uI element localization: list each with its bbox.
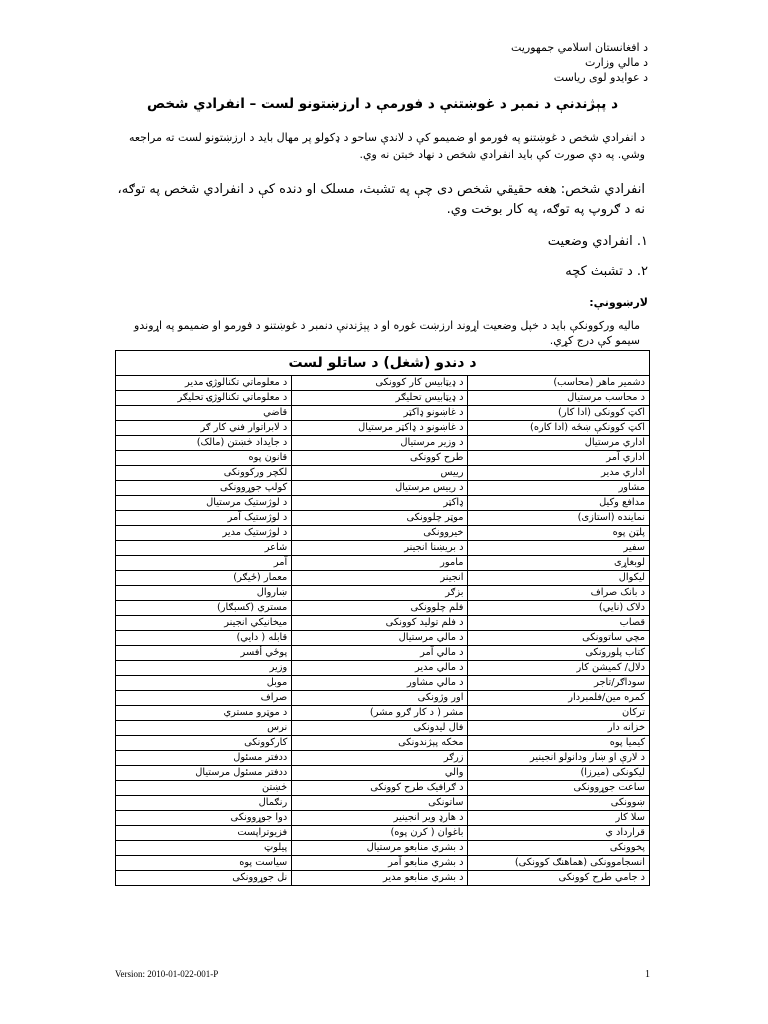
table-cell: مستري (کسبګار) — [116, 601, 292, 616]
table-cell: د لوژستيک مرستيال — [116, 496, 292, 511]
table-cell: معمار (ځيګر) — [116, 571, 292, 586]
table-row — [116, 556, 650, 571]
table-row — [116, 541, 650, 556]
table-cell: وزير — [116, 661, 292, 676]
table-cell: رنګمال — [116, 796, 292, 811]
table-cell: د محاسب مرستيال — [468, 391, 650, 406]
table-cell: د هارډ وير انجينير — [292, 811, 468, 826]
table-row — [116, 526, 650, 541]
table-cell: د غاښونو ډاکټر — [292, 406, 468, 421]
table-cell: د ډيټابيس کار کوونکی — [292, 376, 468, 391]
table-cell: خزانه دار — [468, 721, 650, 736]
table-row — [116, 571, 650, 586]
table-cell: ددفتر مسئول مرستيال — [116, 766, 292, 781]
table-cell: شاعر — [116, 541, 292, 556]
table-cell: د مالي مشاور — [292, 676, 468, 691]
table-cell: ترکان — [468, 706, 650, 721]
table-cell: ډاکټر — [292, 496, 468, 511]
table-cell: دلال/ کميشن کار — [468, 661, 650, 676]
table-row — [116, 781, 650, 796]
table-cell: خيروونکی — [292, 526, 468, 541]
table-cell: طرح کوونکی — [292, 451, 468, 466]
table-cell: اکټ کوونکې ښځه (ادا کاره) — [468, 421, 650, 436]
table-row — [116, 481, 650, 496]
table-cell: د بانک صراف — [468, 586, 650, 601]
table-title: د دندو (شغل) د ساتلو لست — [116, 351, 650, 376]
table-row — [116, 646, 650, 661]
table-cell: لکچر ورکوونکی — [116, 466, 292, 481]
table-cell: نماينده (استازی) — [468, 511, 650, 526]
table-cell: موټر چلوونکی — [292, 511, 468, 526]
table-cell: کتاب پلورونکی — [468, 646, 650, 661]
table-cell: د فلم توليد کوونکی — [292, 616, 468, 631]
document-title: د پېژندنې د نمبر د غوښتنې د فورمې د ارزښتونو لست – انفرادي شخص — [146, 96, 619, 112]
table-row — [116, 631, 650, 646]
table-cell: کارکوونکی — [116, 736, 292, 751]
footer-version: Version: 2010-01-022-001-P — [115, 969, 219, 979]
table-cell: مامور — [292, 556, 468, 571]
table-cell: آمر — [116, 556, 292, 571]
table-cell: قصاب — [468, 616, 650, 631]
table-cell: سياست پوه — [116, 856, 292, 871]
table-row — [116, 736, 650, 751]
table-cell: مچي ساتوونکی — [468, 631, 650, 646]
page-number: 1 — [645, 969, 650, 980]
table-cell: فال ليدونکی — [292, 721, 468, 736]
guidance-label: لارښوونې: — [589, 296, 648, 309]
table-cell: د معلوماتي تکنالوژۍ تحليګر — [116, 391, 292, 406]
table-row — [116, 391, 650, 406]
definition-paragraph: انفرادي شخص: هغه حقيقي شخص دی چې په تشبث، مسلک او دنده کې د انفرادي شخص په توګه، نه د ګروپ په توګه، په کار بوخت وي. — [117, 182, 645, 217]
header-line-3: د عوايدو لوی رياست — [553, 71, 648, 84]
table-row — [116, 841, 650, 856]
table-row — [116, 676, 650, 691]
table-cell: سلا کار — [468, 811, 650, 826]
table-row — [116, 406, 650, 421]
table-cell: د لارې او ښار ودانولو انجينير — [468, 751, 650, 766]
table-cell: د لوژستيک آمر — [116, 511, 292, 526]
table-cell: قانون پوه — [116, 451, 292, 466]
table-cell: باغوان ( کرن پوه) — [292, 826, 468, 841]
list-item-individual-status: ۱. انفرادي وضعيت — [547, 234, 648, 249]
table-cell: څښتن — [116, 781, 292, 796]
table-cell: کيميا پوه — [468, 736, 650, 751]
table-row — [116, 616, 650, 631]
table-cell: د وزير مرستيال — [292, 436, 468, 451]
table-row — [116, 661, 650, 676]
table-cell: کولپ جوړوونکی — [116, 481, 292, 496]
table-cell: د بريښنا انجينر — [292, 541, 468, 556]
table-cell: ښاروال — [116, 586, 292, 601]
table-cell: د مالي مدير — [292, 661, 468, 676]
table-cell: اداري آمر — [468, 451, 650, 466]
table-row — [116, 721, 650, 736]
table-cell: فلم چلوونکی — [292, 601, 468, 616]
table-cell: ښوونکی — [468, 796, 650, 811]
table-cell: د جايداد څښتن (مالک) — [116, 436, 292, 451]
table-cell: د بشري منابعو مدير — [292, 871, 468, 886]
table-cell: دشمير ماهر (محاسب) — [468, 376, 650, 391]
table-cell: نل جوړوونکی — [116, 871, 292, 886]
table-cell: قاضي — [116, 406, 292, 421]
table-cell: رييس — [292, 466, 468, 481]
table-cell: د معلوماتي تکنالوژۍ مدير — [116, 376, 292, 391]
table-cell: فزيوتراپست — [116, 826, 292, 841]
table-cell: نرس — [116, 721, 292, 736]
table-cell: مخکه پېژندونکی — [292, 736, 468, 751]
table-cell: بزګر — [292, 586, 468, 601]
list-item-enterprise-level: ۲. د تشبث کچه — [565, 264, 648, 279]
table-title-row — [116, 351, 650, 376]
table-row — [116, 496, 650, 511]
table-row — [116, 811, 650, 826]
table-cell: پخوونکی — [468, 841, 650, 856]
table-row — [116, 796, 650, 811]
table-cell: قابله ( دايي) — [116, 631, 292, 646]
table-cell: زرګر — [292, 751, 468, 766]
table-cell: ميخانيکي انجينر — [116, 616, 292, 631]
table-cell: د غاښونو د ډاکټر مرستيال — [292, 421, 468, 436]
table-cell: د ډيټابيس تحليګر — [292, 391, 468, 406]
table-cell: د لوژستيک مدير — [116, 526, 292, 541]
table-cell: اداري مرستيال — [468, 436, 650, 451]
table-row — [116, 826, 650, 841]
table-row — [116, 766, 650, 781]
table-cell: سوداګر/تاجر — [468, 676, 650, 691]
table-cell: مدافع وکيل — [468, 496, 650, 511]
table-cell: د لابراتوار فني کار ګر — [116, 421, 292, 436]
table-cell: دلاک (نايي) — [468, 601, 650, 616]
table-cell: کمره مين/فلمبردار — [468, 691, 650, 706]
table-cell: انسجاموونکی (هماهنګ کوونکی) — [468, 856, 650, 871]
table-cell: اور وژونکی — [292, 691, 468, 706]
table-cell: د بشري منابعو آمر — [292, 856, 468, 871]
table-cell: ساتونکی — [292, 796, 468, 811]
table-row — [116, 601, 650, 616]
table-cell: پلټن پوه — [468, 526, 650, 541]
table-cell: پيلوټ — [116, 841, 292, 856]
table-cell: موبل — [116, 676, 292, 691]
table-cell: اداري مدير — [468, 466, 650, 481]
table-cell: والي — [292, 766, 468, 781]
occupation-table — [115, 350, 650, 886]
table-cell: د بشري منابعو مرستيال — [292, 841, 468, 856]
guidance-text: ماليه ورکوونکې بايد د خپل وضعيت اړوند ارزښت غوره او د پېژندنې دنمبر د غوښتنو د فورمو او ضميمو په اړوندو سيمو کې درج کړي. — [134, 319, 640, 347]
table-cell: د مالي آمر — [292, 646, 468, 661]
table-row — [116, 871, 650, 886]
table-cell: صراف — [116, 691, 292, 706]
table-cell: انجينر — [292, 571, 468, 586]
table-row — [116, 751, 650, 766]
table-row — [116, 421, 650, 436]
table-row — [116, 436, 650, 451]
table-cell: سفير — [468, 541, 650, 556]
header-line-2: د مالي وزارت — [584, 56, 648, 69]
table-cell: پوځي أفسر — [116, 646, 292, 661]
table-cell: ليکوال — [468, 571, 650, 586]
table-cell: د ګرافيک طرح کوونکی — [292, 781, 468, 796]
table-row — [116, 586, 650, 601]
table-cell: د رييس مرستيال — [292, 481, 468, 496]
table-cell: د موټرو مستري — [116, 706, 292, 721]
table-cell: ددفتر مسئول — [116, 751, 292, 766]
header-line-1: د افغانستان اسلامي جمهوريت — [511, 41, 648, 54]
table-row — [116, 706, 650, 721]
table-cell: دوا جوړوونکی — [116, 811, 292, 826]
table-row — [116, 856, 650, 871]
table-row — [116, 511, 650, 526]
table-cell: اکټ کوونکی (ادا کار) — [468, 406, 650, 421]
table-row — [116, 691, 650, 706]
table-cell: لوبغاړی — [468, 556, 650, 571]
table-row — [116, 466, 650, 481]
ministry-header — [511, 40, 648, 85]
table-cell: مشاور — [468, 481, 650, 496]
table-cell: ساعت جوړوونکی — [468, 781, 650, 796]
table-cell: د جامي طرح کوونکی — [468, 871, 650, 886]
table-cell: قرارداد ي — [468, 826, 650, 841]
table-row — [116, 451, 650, 466]
intro-paragraph: د انفرادي شخص د غوښتنو په فورمو او ضميمو کې د لاندې ساحو د ډکولو پر مهال بايد د ارزښتونو لست ته مراجعه وشي. په دې صورت کې بايد انفرادي شخص د نهاد خبتن نه وي. — [128, 131, 645, 161]
table-cell: ليکونکی (ميرزا) — [468, 766, 650, 781]
table-row — [116, 376, 650, 391]
table-cell: د مالي مرستيال — [292, 631, 468, 646]
table-cell: مشر ( د کار ګرو مشر) — [292, 706, 468, 721]
